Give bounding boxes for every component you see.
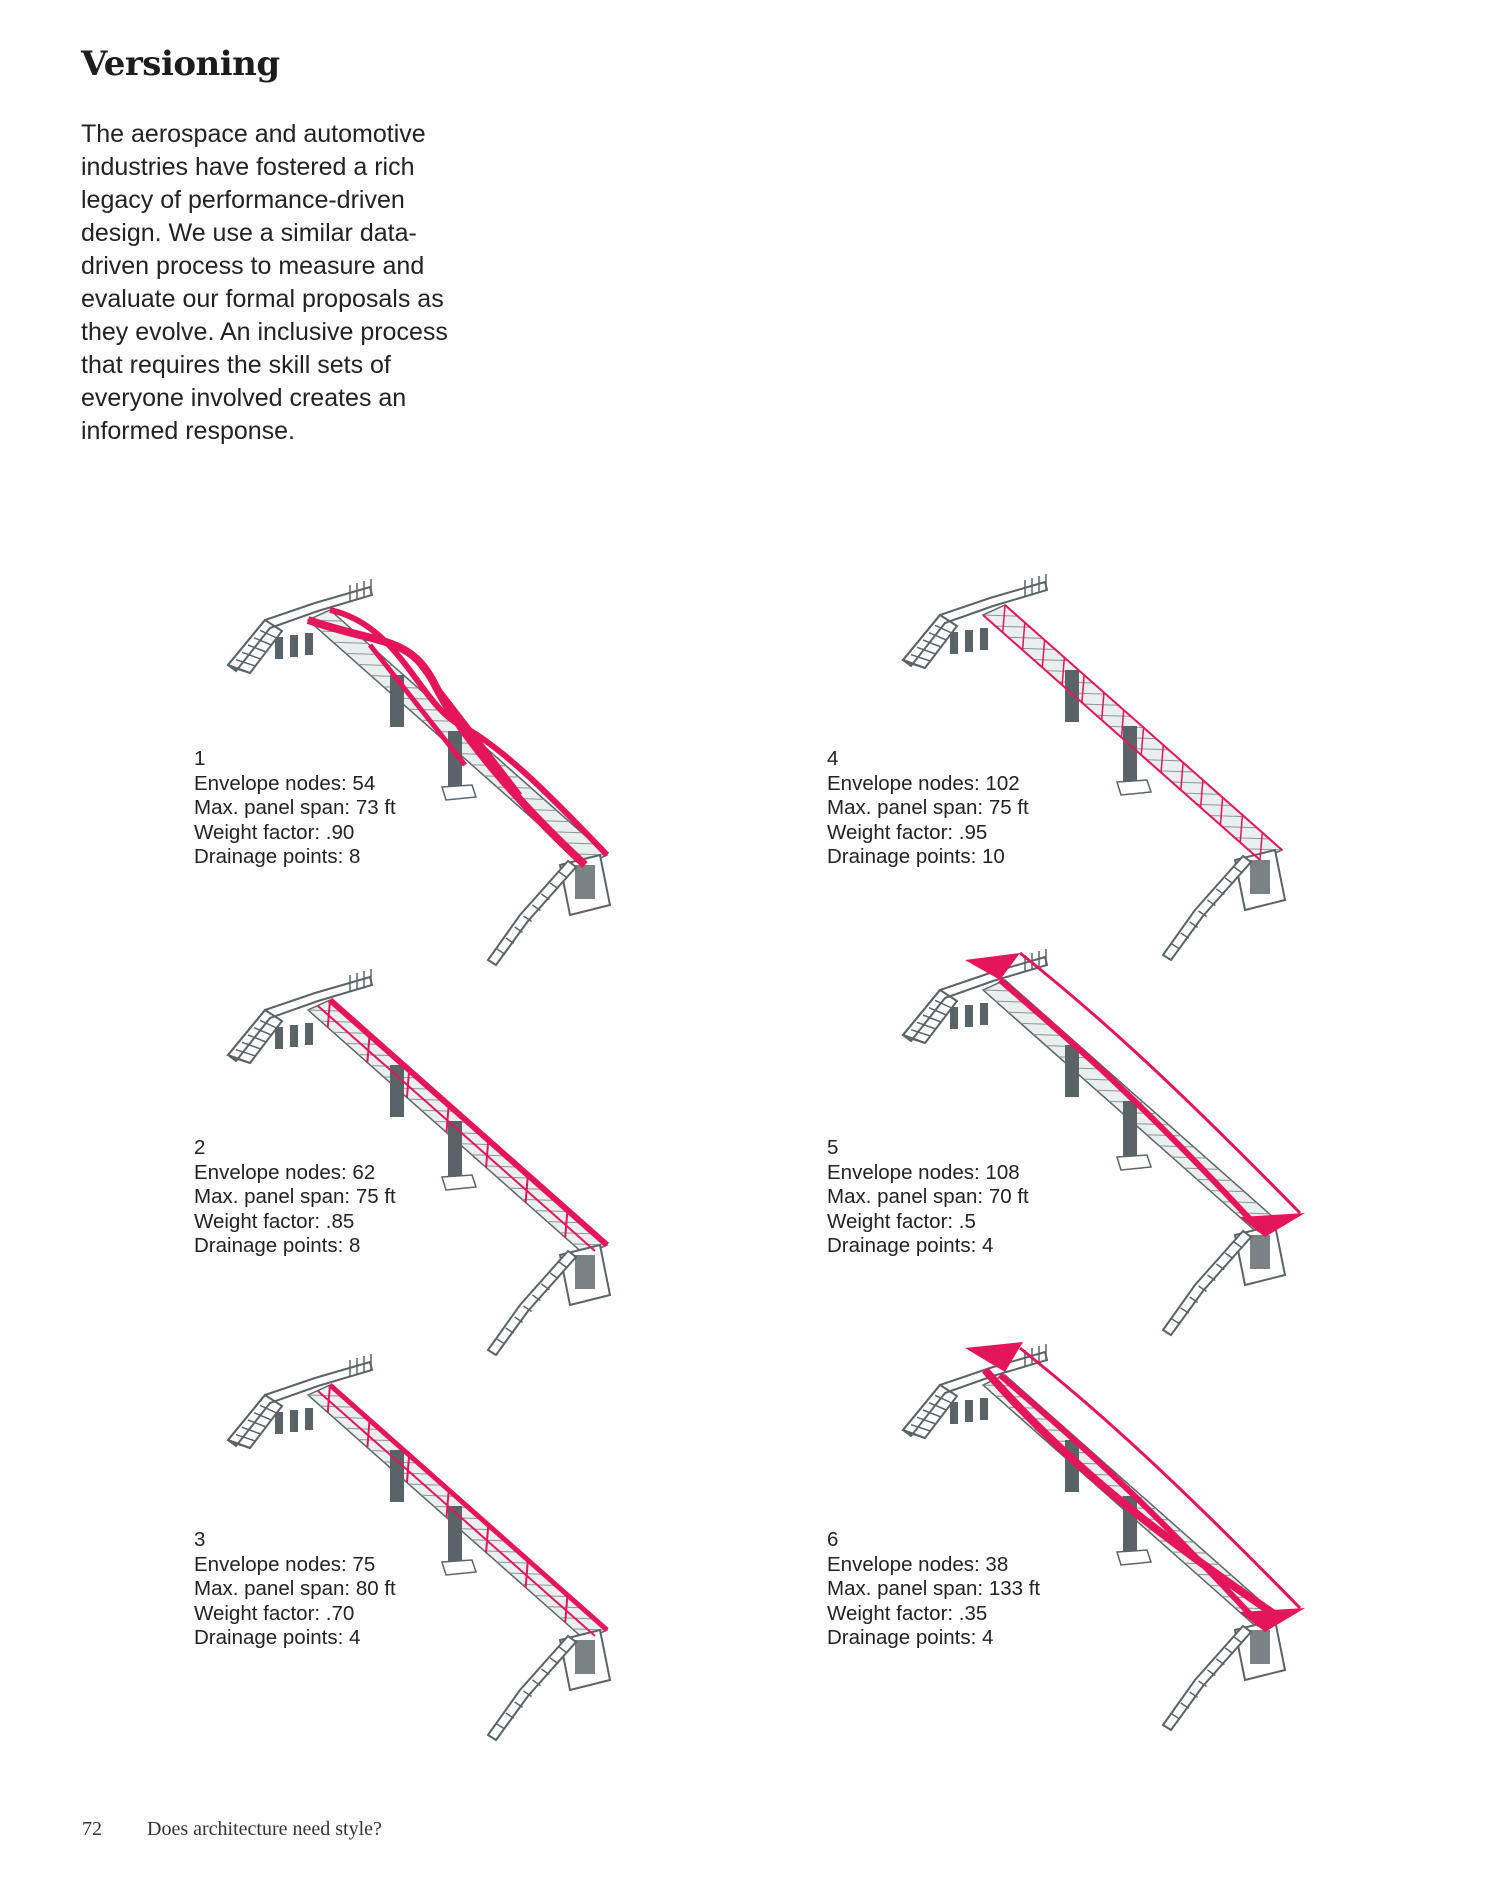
lower-stair xyxy=(1163,1626,1251,1730)
weight-factor: Weight factor: .90 xyxy=(194,820,355,844)
max-panel-span: Max. panel span: 133 ft xyxy=(827,1577,1041,1600)
drainage-points: Drainage points: 4 xyxy=(194,1626,361,1649)
stair-step xyxy=(905,1037,925,1043)
landing-support xyxy=(950,632,958,654)
lower-stair xyxy=(488,1636,576,1740)
version-number: 4 xyxy=(827,747,839,770)
page-number: 72 xyxy=(82,1818,102,1840)
version-label-1 xyxy=(194,747,396,870)
intro-line: informed response. xyxy=(81,417,296,445)
intro-line: evaluate our formal proposals as xyxy=(81,285,444,313)
pier-footing xyxy=(442,1560,476,1575)
stair-step xyxy=(230,667,250,673)
envelope-nodes: Envelope nodes: 102 xyxy=(827,771,1020,795)
weight-factor: Weight factor: .85 xyxy=(194,1209,355,1233)
max-panel-span: Max. panel span: 75 ft xyxy=(827,796,1029,819)
intro-line: that requires the skill sets of xyxy=(81,351,391,379)
running-footer-title: Does architecture need style? xyxy=(147,1818,382,1840)
pier-upper xyxy=(1065,1045,1079,1097)
page-title: Versioning xyxy=(81,44,280,84)
landing-support xyxy=(980,1398,988,1420)
envelope-nodes: Envelope nodes: 62 xyxy=(194,1160,376,1184)
version-label-5 xyxy=(827,1136,1029,1259)
pier-lower xyxy=(448,1506,462,1561)
version-number: 1 xyxy=(194,747,206,770)
pier-footing xyxy=(442,1175,476,1190)
landing-support xyxy=(305,1408,313,1430)
stair-step xyxy=(905,662,925,668)
stair-step xyxy=(230,1442,250,1448)
envelope-band xyxy=(1020,953,1300,1213)
version-number: 3 xyxy=(194,1528,206,1551)
landing-support xyxy=(980,628,988,650)
envelope-nodes: Envelope nodes: 108 xyxy=(827,1160,1020,1184)
pier-footing xyxy=(1117,1550,1151,1565)
intro-line: they evolve. An inclusive process xyxy=(81,318,448,346)
version-number: 5 xyxy=(827,1136,839,1159)
weight-factor: Weight factor: .70 xyxy=(194,1601,355,1625)
weight-factor: Weight factor: .95 xyxy=(827,820,988,844)
pier-lower xyxy=(1123,726,1137,781)
intro-line: industries have fostered a rich xyxy=(81,153,415,181)
landing-support xyxy=(275,1412,283,1434)
landing-support xyxy=(950,1007,958,1029)
envelope-nodes: Envelope nodes: 75 xyxy=(194,1552,376,1576)
drainage-points: Drainage points: 4 xyxy=(827,1626,994,1649)
landing-support xyxy=(950,1402,958,1424)
landing-support xyxy=(290,635,298,657)
version-label-3 xyxy=(194,1528,396,1651)
landing-support xyxy=(290,1410,298,1432)
intro-paragraph xyxy=(81,118,501,448)
intro-line: The aerospace and automotive xyxy=(81,120,426,148)
pier-lower xyxy=(1123,1101,1137,1156)
envelope xyxy=(1000,953,1300,1230)
lower-tower xyxy=(575,1255,595,1289)
weight-factor: Weight factor: .35 xyxy=(827,1601,988,1625)
weight-factor: Weight factor: .5 xyxy=(827,1209,976,1233)
version-number: 6 xyxy=(827,1528,839,1551)
landing-support xyxy=(965,1005,973,1027)
lower-tower xyxy=(1250,860,1270,894)
envelope-nodes: Envelope nodes: 38 xyxy=(827,1552,1009,1576)
landing-support xyxy=(980,1003,988,1025)
pier-upper xyxy=(1065,670,1079,722)
lower-tower xyxy=(575,865,595,899)
drainage-points: Drainage points: 8 xyxy=(194,845,361,868)
intro-line: driven process to measure and xyxy=(81,252,425,280)
pier-footing xyxy=(1117,1155,1151,1170)
intro-line: design. We use a similar data- xyxy=(81,219,417,247)
max-panel-span: Max. panel span: 80 ft xyxy=(194,1577,396,1600)
pier-lower xyxy=(448,1121,462,1176)
envelope-band xyxy=(1020,1348,1300,1608)
pier-footing xyxy=(442,785,476,800)
drainage-points: Drainage points: 10 xyxy=(827,845,1005,868)
landing-support xyxy=(275,637,283,659)
landing-support xyxy=(275,1027,283,1049)
version-number: 2 xyxy=(194,1136,206,1159)
intro-line: legacy of performance-driven xyxy=(81,186,405,214)
lower-stair xyxy=(1163,1231,1251,1335)
max-panel-span: Max. panel span: 73 ft xyxy=(194,796,396,819)
lower-tower xyxy=(1250,1630,1270,1664)
lower-tower xyxy=(575,1640,595,1674)
landing-support xyxy=(965,630,973,652)
envelope-nodes: Envelope nodes: 54 xyxy=(194,771,376,795)
stair-step xyxy=(230,1057,250,1063)
pier-footing xyxy=(1117,780,1151,795)
max-panel-span: Max. panel span: 70 ft xyxy=(827,1185,1029,1208)
landing-support xyxy=(290,1025,298,1047)
version-label-4 xyxy=(827,747,1029,870)
lower-tower xyxy=(1250,1235,1270,1269)
landing-support xyxy=(305,633,313,655)
landing-support xyxy=(305,1023,313,1045)
max-panel-span: Max. panel span: 75 ft xyxy=(194,1185,396,1208)
intro-line: everyone involved creates an xyxy=(81,384,407,412)
version-label-2 xyxy=(194,1136,396,1259)
lower-stair xyxy=(488,861,576,965)
landing-support xyxy=(965,1400,973,1422)
stair-step xyxy=(905,1432,925,1438)
version-label-6 xyxy=(827,1528,1040,1651)
drainage-points: Drainage points: 8 xyxy=(194,1234,361,1257)
drainage-points: Drainage points: 4 xyxy=(827,1234,994,1257)
